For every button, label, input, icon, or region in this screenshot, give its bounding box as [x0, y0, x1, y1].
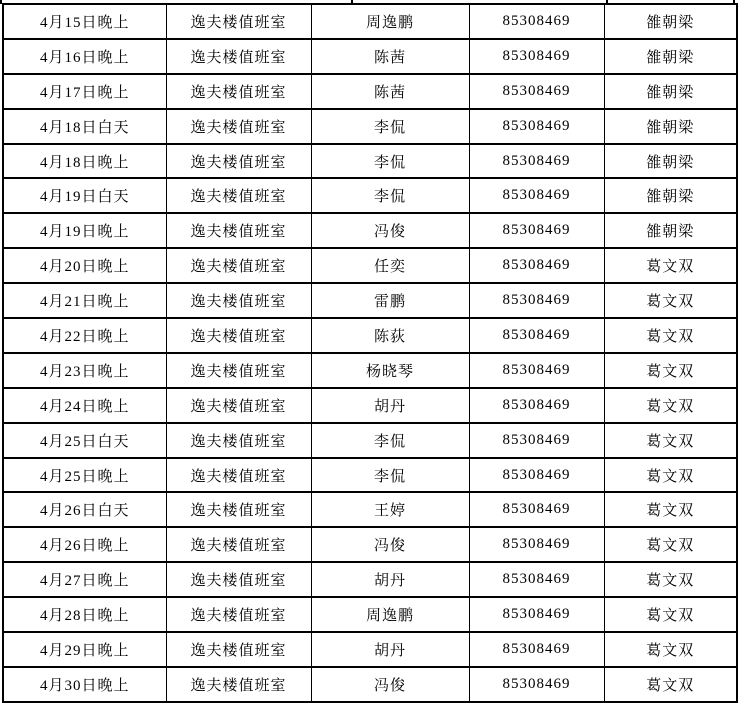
table-row: [3, 458, 737, 493]
cell-duty-date: 4月19日白天: [3, 178, 166, 213]
cell-supervisor: 葛文双: [604, 527, 737, 562]
cell-phone-number: 85308469: [469, 527, 604, 562]
cell-duty-person: 周逸鹏: [311, 597, 469, 632]
cell-phone-number: 85308469: [469, 39, 604, 74]
cell-phone-number: 85308469: [469, 178, 604, 213]
cell-phone-number: 85308469: [469, 353, 604, 388]
cell-duty-date: 4月21日晚上: [3, 283, 166, 318]
cell-duty-person: 冯俊: [311, 667, 469, 702]
cell-duty-room: 逸夫楼值班室: [166, 353, 311, 388]
cell-duty-person: 陈茜: [311, 74, 469, 109]
cell-duty-room: 逸夫楼值班室: [166, 283, 311, 318]
cell-duty-person: 胡丹: [311, 388, 469, 423]
table-row: [3, 248, 737, 283]
cell-duty-room: 逸夫楼值班室: [166, 562, 311, 597]
cell-phone-number: 85308469: [469, 213, 604, 248]
duty-roster-body: [3, 4, 737, 702]
cell-duty-date: 4月18日晚上: [3, 144, 166, 179]
cell-phone-number: 85308469: [469, 4, 604, 39]
cell-duty-date: 4月20日晚上: [3, 248, 166, 283]
cell-duty-person: 冯俊: [311, 213, 469, 248]
cell-duty-date: 4月27日晚上: [3, 562, 166, 597]
cell-phone-number: 85308469: [469, 423, 604, 458]
cell-duty-date: 4月30日晚上: [3, 667, 166, 702]
cell-duty-person: 胡丹: [311, 632, 469, 667]
cell-duty-date: 4月28日晚上: [3, 597, 166, 632]
table-row: [3, 492, 737, 527]
table-row: [3, 353, 737, 388]
cell-phone-number: 85308469: [469, 597, 604, 632]
cell-duty-person: 陈茜: [311, 39, 469, 74]
cell-supervisor: 葛文双: [604, 562, 737, 597]
cell-phone-number: 85308469: [469, 562, 604, 597]
cell-duty-date: 4月26日白天: [3, 492, 166, 527]
cell-supervisor: 雒朝梁: [604, 144, 737, 179]
table-row: [3, 213, 737, 248]
table-row: [3, 283, 737, 318]
cell-phone-number: 85308469: [469, 74, 604, 109]
cell-supervisor: 雒朝梁: [604, 178, 737, 213]
cell-supervisor: 葛文双: [604, 353, 737, 388]
cell-duty-room: 逸夫楼值班室: [166, 667, 311, 702]
cell-supervisor: 葛文双: [604, 423, 737, 458]
cell-phone-number: 85308469: [469, 283, 604, 318]
cell-duty-person: 胡丹: [311, 562, 469, 597]
cell-phone-number: 85308469: [469, 492, 604, 527]
cell-phone-number: 85308469: [469, 667, 604, 702]
cell-phone-number: 85308469: [469, 458, 604, 493]
table-row: [3, 4, 737, 39]
cell-supervisor: 葛文双: [604, 318, 737, 353]
cell-duty-room: 逸夫楼值班室: [166, 39, 311, 74]
table-row: [3, 632, 737, 667]
cell-duty-date: 4月29日晚上: [3, 632, 166, 667]
cell-duty-date: 4月24日晚上: [3, 388, 166, 423]
cell-phone-number: 85308469: [469, 388, 604, 423]
cell-duty-person: 李侃: [311, 458, 469, 493]
table-row: [3, 318, 737, 353]
cell-duty-room: 逸夫楼值班室: [166, 597, 311, 632]
cell-duty-person: 王婷: [311, 492, 469, 527]
cell-duty-person: 李侃: [311, 178, 469, 213]
table-row: [3, 109, 737, 144]
cell-duty-room: 逸夫楼值班室: [166, 213, 311, 248]
cell-duty-room: 逸夫楼值班室: [166, 388, 311, 423]
cell-duty-date: 4月23日晚上: [3, 353, 166, 388]
cell-duty-person: 李侃: [311, 423, 469, 458]
table-row: [3, 388, 737, 423]
cell-duty-date: 4月16日晚上: [3, 39, 166, 74]
cell-duty-room: 逸夫楼值班室: [166, 248, 311, 283]
cell-duty-date: 4月19日晚上: [3, 213, 166, 248]
cell-duty-room: 逸夫楼值班室: [166, 492, 311, 527]
cell-supervisor: 葛文双: [604, 388, 737, 423]
cell-supervisor: 葛文双: [604, 458, 737, 493]
cell-duty-date: 4月15日晚上: [3, 4, 166, 39]
cell-duty-person: 雷鹏: [311, 283, 469, 318]
table-row: [3, 74, 737, 109]
table-row: [3, 39, 737, 74]
table-row: [3, 423, 737, 458]
table-row: [3, 527, 737, 562]
cell-duty-room: 逸夫楼值班室: [166, 527, 311, 562]
table-row: [3, 562, 737, 597]
cell-supervisor: 雒朝梁: [604, 4, 737, 39]
cell-duty-date: 4月25日白天: [3, 423, 166, 458]
table-row: [3, 178, 737, 213]
cell-phone-number: 85308469: [469, 632, 604, 667]
table-row: [3, 597, 737, 632]
cell-duty-room: 逸夫楼值班室: [166, 4, 311, 39]
cell-phone-number: 85308469: [469, 248, 604, 283]
cell-duty-date: 4月22日晚上: [3, 318, 166, 353]
cell-duty-room: 逸夫楼值班室: [166, 318, 311, 353]
cell-supervisor: 雒朝梁: [604, 109, 737, 144]
cell-supervisor: 葛文双: [604, 283, 737, 318]
cell-supervisor: 葛文双: [604, 248, 737, 283]
cell-supervisor: 葛文双: [604, 492, 737, 527]
cell-duty-person: 周逸鹏: [311, 4, 469, 39]
cell-duty-room: 逸夫楼值班室: [166, 423, 311, 458]
cell-duty-person: 陈荻: [311, 318, 469, 353]
cell-supervisor: 葛文双: [604, 597, 737, 632]
cell-duty-room: 逸夫楼值班室: [166, 178, 311, 213]
cell-duty-person: 任奕: [311, 248, 469, 283]
cell-duty-person: 冯俊: [311, 527, 469, 562]
cell-supervisor: 葛文双: [604, 632, 737, 667]
cell-duty-person: 李侃: [311, 109, 469, 144]
cell-duty-person: 杨晓琴: [311, 353, 469, 388]
cell-duty-date: 4月17日晚上: [3, 74, 166, 109]
table-row: [3, 667, 737, 702]
cell-supervisor: 雒朝梁: [604, 39, 737, 74]
cell-duty-room: 逸夫楼值班室: [166, 74, 311, 109]
cell-supervisor: 雒朝梁: [604, 74, 737, 109]
duty-roster-table: [2, 3, 738, 703]
cell-phone-number: 85308469: [469, 109, 604, 144]
cell-phone-number: 85308469: [469, 318, 604, 353]
cell-duty-person: 李侃: [311, 144, 469, 179]
table-row: [3, 144, 737, 179]
cell-duty-date: 4月26日晚上: [3, 527, 166, 562]
cell-phone-number: 85308469: [469, 144, 604, 179]
cell-duty-room: 逸夫楼值班室: [166, 632, 311, 667]
cell-supervisor: 葛文双: [604, 667, 737, 702]
cell-duty-date: 4月18日白天: [3, 109, 166, 144]
cell-duty-room: 逸夫楼值班室: [166, 109, 311, 144]
cell-duty-date: 4月25日晚上: [3, 458, 166, 493]
cell-supervisor: 雒朝梁: [604, 213, 737, 248]
cell-duty-room: 逸夫楼值班室: [166, 458, 311, 493]
cell-duty-room: 逸夫楼值班室: [166, 144, 311, 179]
